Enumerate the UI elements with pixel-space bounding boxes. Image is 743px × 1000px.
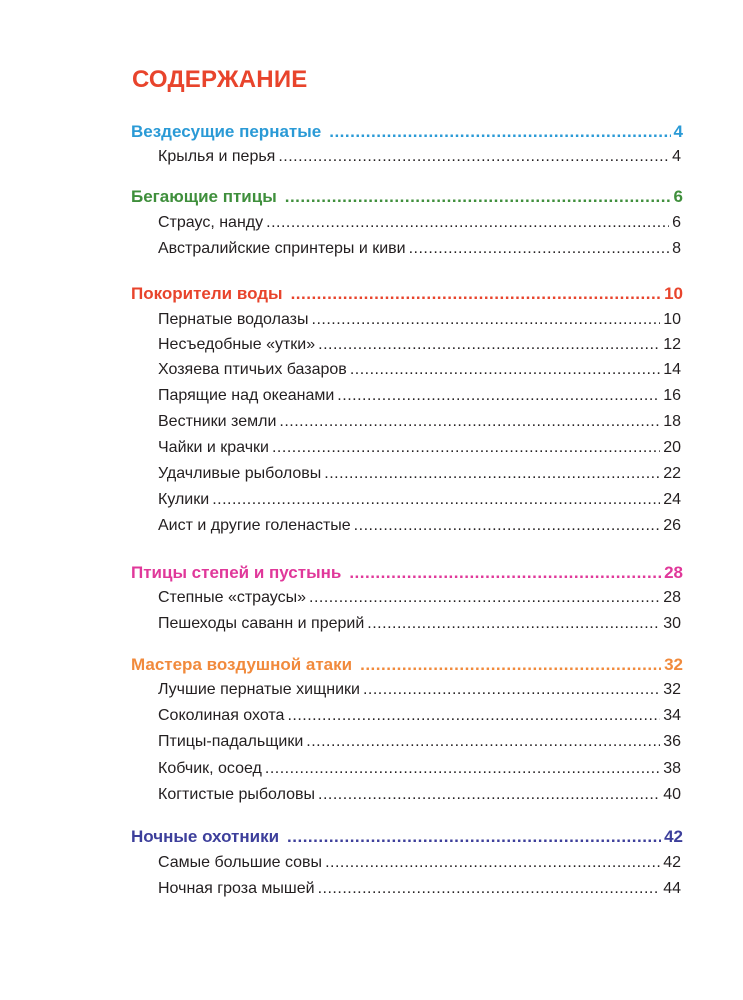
entry-page-number: 42 <box>663 854 681 871</box>
toc-entry <box>158 439 681 457</box>
toc-section-heading <box>131 827 683 847</box>
entry-page-number: 34 <box>663 707 681 724</box>
toc-entry <box>158 517 681 535</box>
toc-entry <box>158 854 681 872</box>
entry-title: Австралийские спринтеры и киви <box>158 240 406 257</box>
toc-entry <box>158 615 681 633</box>
entry-title: Страус, нанду <box>158 214 264 231</box>
section-page-number: 42 <box>664 827 683 846</box>
entry-title: Крылья и перья <box>158 148 276 165</box>
section-page-number: 6 <box>673 187 683 206</box>
dot-leader <box>367 615 660 633</box>
toc-entry <box>158 214 681 232</box>
entry-page-number: 8 <box>672 240 681 257</box>
entry-page-number: 24 <box>663 491 681 508</box>
section-page-number: 32 <box>664 655 683 674</box>
toc-entry <box>158 880 681 898</box>
section-page-number: 10 <box>664 284 683 303</box>
dot-leader <box>265 760 660 778</box>
toc-entry <box>158 760 681 778</box>
dot-leader <box>309 589 660 607</box>
entry-title: Ночная гроза мышей <box>158 880 315 897</box>
dot-leader <box>337 387 660 405</box>
entry-title: Кобчик, осоед <box>158 760 262 777</box>
dot-leader <box>318 336 660 354</box>
dot-leader <box>287 707 660 725</box>
dot-leader <box>329 122 670 142</box>
toc-entry <box>158 148 681 166</box>
entry-page-number: 12 <box>663 336 681 353</box>
entry-page-number: 36 <box>663 733 681 750</box>
section-page-number: 28 <box>664 563 683 582</box>
entry-title: Вестники земли <box>158 413 277 430</box>
dot-leader <box>312 311 661 329</box>
toc-entry <box>158 311 681 329</box>
entry-page-number: 44 <box>663 880 681 897</box>
toc-entry <box>158 733 681 751</box>
toc-entry <box>158 491 681 509</box>
section-title: Бегающие птицы <box>131 187 277 206</box>
dot-leader <box>363 681 660 699</box>
dot-leader <box>279 413 660 431</box>
toc-entry <box>158 465 681 483</box>
toc-entry <box>158 413 681 431</box>
entry-title: Лучшие пернатые хищники <box>158 681 360 698</box>
dot-leader <box>325 854 660 872</box>
section-title: Мастера воздушной атаки <box>131 655 353 674</box>
section-title: Покорители воды <box>131 284 283 303</box>
toc-entry <box>158 387 681 405</box>
entry-title: Степные «страусы» <box>158 589 307 606</box>
dot-leader <box>409 240 670 258</box>
entry-title: Кулики <box>158 491 210 508</box>
toc-entry <box>158 707 681 725</box>
entry-title: Несъедобные «утки» <box>158 336 316 353</box>
toc-section-heading <box>131 563 683 583</box>
toc-section-heading <box>131 122 683 142</box>
dot-leader <box>212 491 660 509</box>
entry-page-number: 32 <box>663 681 681 698</box>
entry-page-number: 40 <box>663 786 681 803</box>
entry-page-number: 4 <box>672 148 681 165</box>
toc-section-heading <box>131 655 683 675</box>
dot-leader <box>350 361 660 379</box>
section-page-number: 4 <box>673 122 683 141</box>
entry-title: Парящие над океанами <box>158 387 335 404</box>
toc-section-heading <box>131 284 683 304</box>
entry-page-number: 10 <box>663 311 681 328</box>
section-title: Вездесущие пернатые <box>131 122 322 141</box>
dot-leader <box>285 187 671 207</box>
entry-page-number: 16 <box>663 387 681 404</box>
dot-leader <box>287 827 661 847</box>
entry-title: Птицы-падальщики <box>158 733 304 750</box>
entry-title: Удачливые рыболовы <box>158 465 322 482</box>
dot-leader <box>360 655 661 675</box>
entry-title: Аист и другие голенастые <box>158 517 351 534</box>
dot-leader <box>266 214 669 232</box>
entry-page-number: 6 <box>672 214 681 231</box>
entry-title: Соколиная охота <box>158 707 285 724</box>
dot-leader <box>354 517 661 535</box>
dot-leader <box>306 733 660 751</box>
dot-leader <box>272 439 660 457</box>
entry-title: Хозяева птичьих базаров <box>158 361 347 378</box>
toc-entry <box>158 361 681 379</box>
dot-leader <box>324 465 660 483</box>
dot-leader <box>318 786 660 804</box>
entry-page-number: 20 <box>663 439 681 456</box>
entry-page-number: 28 <box>663 589 681 606</box>
toc-entry <box>158 240 681 258</box>
toc-entry <box>158 786 681 804</box>
entry-title: Пешеходы саванн и прерий <box>158 615 365 632</box>
entry-page-number: 38 <box>663 760 681 777</box>
entry-title: Чайки и крачки <box>158 439 269 456</box>
entry-title: Самые большие совы <box>158 854 323 871</box>
entry-title: Пернатые водолазы <box>158 311 309 328</box>
entry-page-number: 14 <box>663 361 681 378</box>
entry-page-number: 26 <box>663 517 681 534</box>
entry-page-number: 30 <box>663 615 681 632</box>
entry-page-number: 22 <box>663 465 681 482</box>
toc-section-heading <box>131 187 683 207</box>
page-title: СОДЕРЖАНИЕ <box>132 66 308 93</box>
dot-leader <box>318 880 661 898</box>
entry-title: Когтистые рыболовы <box>158 786 316 803</box>
entry-page-number: 18 <box>663 413 681 430</box>
section-title: Ночные охотники <box>131 827 280 846</box>
dot-leader <box>291 284 662 304</box>
toc-entry <box>158 589 681 607</box>
section-title: Птицы степей и пустынь <box>131 563 342 582</box>
dot-leader <box>349 563 661 583</box>
dot-leader <box>278 148 669 166</box>
toc-entry <box>158 336 681 354</box>
toc-entry <box>158 681 681 699</box>
